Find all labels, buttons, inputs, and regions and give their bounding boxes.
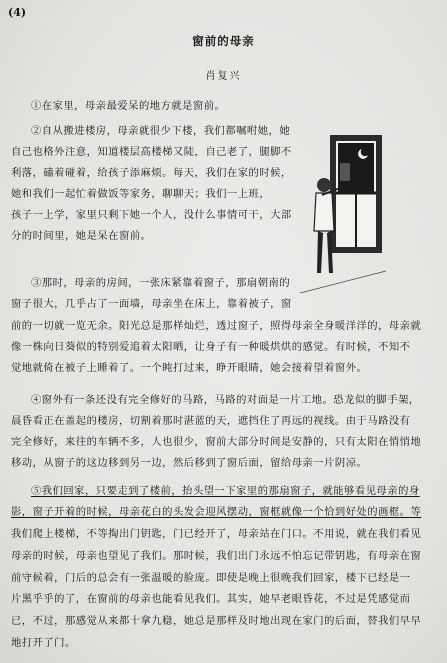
text-line: 我们爬上楼梯，不等掏出门钥匙，门已经开了，母亲站在门口。不用说，就在我们看见 (11, 528, 422, 540)
text-line: 已，不过，那感觉从来都十拿九稳，她总是那样及时地出现在家门的后面，替我们早早 (11, 615, 422, 627)
text-line: ③那时，母亲的房间，一张床紧靠着窗子，那扇朝南的 (31, 277, 291, 289)
text-line: 片黑乎乎的了，在窗前的母亲也能看见我们。其实，她早老眼昏花，不过是凭感觉而 (11, 593, 411, 605)
text-line: 分的时间里，她是呆在窗前。 (11, 230, 152, 242)
text-line: 窗子很大，几乎占了一面墙，母亲坐在床上，靠着被子，窗 (11, 298, 292, 310)
underlined-text-line: ⑤我们回家，只要走到了楼前，抬头望一下家里的那扇窗子，就能够看见母亲的身 (31, 485, 420, 497)
mother-at-window-illustration (300, 133, 386, 298)
text-line: 利落，磕着碰着，给孩子添麻烦。每天，我们在家的时候， (11, 167, 292, 179)
text-line: 前的一切就一览无余。阳光总是那样灿烂，透过窗子，照得母亲全身暖洋洋的，母亲就 (11, 320, 422, 332)
text-line: 孩子一上学，家里只剩下她一个人，没什么事情可干，大部 (11, 209, 292, 221)
underlined-text-line: 影，窗子开着的时候，母亲花白的头发会迎风摆动，窗框就像一个恰到好处的画框。等 (11, 506, 422, 518)
text-line: ②自从搬进楼房，母亲就很少下楼，我们都嘱咐她，她 (31, 125, 291, 137)
text-line: 她和我们一起忙着做饭等家务，聊聊天；我们一上班， (11, 188, 271, 200)
article-title: 窗前的母亲 (192, 34, 255, 48)
text-line: 自己也格外注意，知道楼层高楼梯又陡，自己老了，腿脚不 (11, 146, 292, 158)
text-line: 完全修好，来往的车辆不多，人也很少，窗前大部分时间是安静的，只有太阳在悄悄地 (11, 436, 422, 448)
text-line: ④窗外有一条还没有完全修好的马路，马路的对面是一片工地。恐龙似的脚手架， (31, 394, 420, 406)
text-line: ①在家里，母亲最爱呆的地方就是窗前。 (31, 100, 226, 112)
text-line: 移动，从窗子的这边移到另一边，然后移到了窗后面，留给母亲一片阴凉。 (11, 457, 368, 469)
text-line: 像一株向日葵似的特别爱追着太阳晒，让身子有一种暖烘烘的感觉。有时候，不知不 (11, 341, 411, 353)
text-line: 前守候着，门后的总会有一张温暖的脸庞。即使是晚上很晚我们回家，楼下已经是一 (11, 572, 411, 584)
question-number: (4) (8, 6, 27, 19)
text-line: 晨昏看正在盖起的楼房，切割着那时湛蓝的天，遮挡住了再远的视线。由于马路没有 (11, 415, 411, 427)
article-author: 肖复兴 (205, 71, 242, 82)
text-line: 地打开了门。 (11, 637, 76, 649)
text-line: 母亲的时候，母亲也望见了我们。那时候，我们出门永远不怕忘记带钥匙，有母亲在窗 (11, 550, 422, 562)
text-line: 觉地就倚在被子上睡着了。一个盹打过来，睁开眼睛，她会接着望着窗外。 (11, 362, 368, 374)
